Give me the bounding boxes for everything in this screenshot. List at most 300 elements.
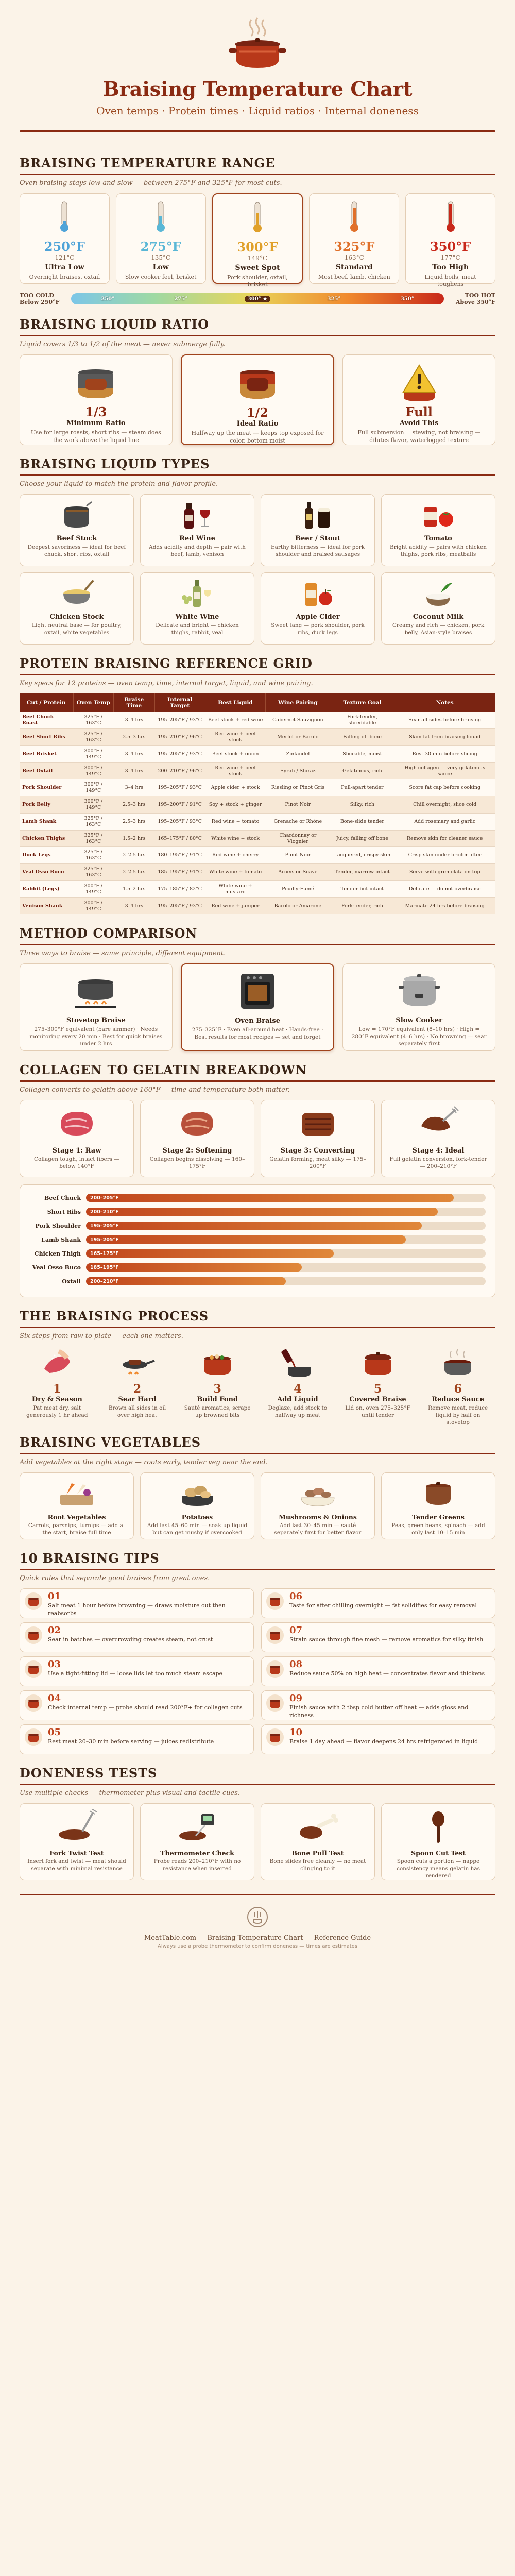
method-name: Stovetop Braise <box>66 1016 126 1025</box>
table-cell: Sear all sides before braising <box>394 712 495 728</box>
table-cell: 325°F / 163°C <box>73 712 113 728</box>
tip-number: 06 <box>289 1591 303 1602</box>
ratio-value: 1/2 <box>246 405 269 420</box>
step-number: 4 <box>294 1382 302 1396</box>
method-cards <box>20 963 495 1051</box>
pot-half-full-icon <box>234 362 281 403</box>
doneness-name: Fork Twist Test <box>49 1849 104 1857</box>
table-cell: Bone-slide tender <box>330 813 394 830</box>
step-name: Reduce Sauce <box>432 1396 485 1404</box>
section-title: 10 BRAISING TIPS <box>20 1551 495 1570</box>
temperature-name: Too High <box>432 263 469 272</box>
bar-row <box>29 1276 486 1287</box>
section-intro: Quick rules that separate good braises from great ones. <box>20 1574 210 1583</box>
bar-value: 185–195°F <box>90 1264 119 1270</box>
tip-number: 09 <box>289 1693 303 1704</box>
table-cell: 300°F / 149°C <box>73 779 113 796</box>
fork-tender-meat-icon <box>415 1106 461 1142</box>
tip-number: 05 <box>48 1727 61 1738</box>
table-row <box>20 897 495 914</box>
bar-track <box>86 1277 486 1285</box>
table-cell: 300°F / 149°C <box>73 762 113 779</box>
table-cell: Red wine + juniper <box>205 897 266 914</box>
liquid-description: Sweet tang — pork shoulder, pork ribs, duck legs <box>271 622 365 636</box>
section-title: METHOD COMPARISON <box>20 926 495 945</box>
table-cell: Barolo or Amarone <box>266 897 330 914</box>
liquid-name: Red Wine <box>179 535 215 543</box>
ratio-name: Avoid This <box>399 419 439 428</box>
liquid-name: White Wine <box>175 613 219 621</box>
column-header: Best Liquid <box>205 693 266 712</box>
table-cell: Red wine + cherry <box>205 847 266 864</box>
section-intro: Three ways to braise — same principle, different equipment. <box>20 950 226 958</box>
stage-description: Full gelatin conversion, fork-tender — 200–210°F <box>389 1156 487 1170</box>
thermometer-icon <box>444 201 457 233</box>
table-row <box>20 762 495 779</box>
tip-card <box>261 1656 495 1686</box>
table-cell: 185–195°F / 91°C <box>154 864 205 881</box>
doneness-name: Thermometer Check <box>160 1849 234 1857</box>
method-card-stovetop <box>20 963 173 1051</box>
tip-card <box>20 1724 254 1754</box>
bar-track <box>86 1235 486 1244</box>
pot-third-full-icon <box>73 361 119 402</box>
temperature-celsius: 121°C <box>55 254 75 261</box>
dutch-oven-icon <box>221 15 294 72</box>
stage-name: Stage 1: Raw <box>52 1147 101 1155</box>
process-step <box>420 1346 495 1426</box>
tip-pot-icon <box>266 1728 284 1747</box>
vegetable-card <box>381 1472 495 1539</box>
aromatics-pot-icon <box>199 1346 235 1380</box>
table-cell: Grenache or Rhône <box>266 813 330 830</box>
tip-body <box>289 1694 491 1719</box>
tip-pot-icon <box>266 1694 284 1713</box>
step-description: Remove meat, reduce liquid by half on stovetop <box>428 1405 488 1426</box>
step-number: 6 <box>454 1382 462 1396</box>
table-cell: Lacquered, crispy skin <box>330 847 394 864</box>
tips-section <box>20 1551 495 1754</box>
collagen-stages <box>20 1100 495 1177</box>
table-cell: Zinfandel <box>266 745 330 762</box>
tip-card <box>20 1622 254 1652</box>
reduce-sauce-icon <box>440 1346 476 1380</box>
temperature-card <box>212 193 303 289</box>
temperature-name: Standard <box>335 263 373 272</box>
column-header: Oven Temp <box>73 693 113 712</box>
bar-value: 195–205°F <box>90 1236 119 1243</box>
table-cell: Pork Shoulder <box>20 779 73 796</box>
table-cell: 195–205°F / 93°C <box>154 897 205 914</box>
table-row <box>20 779 495 796</box>
table-cell: Serve with gremolata on top <box>394 864 495 881</box>
stage-name: Stage 2: Softening <box>162 1147 232 1155</box>
sear-pan-icon <box>119 1346 156 1380</box>
ratio-card-minimum <box>20 354 173 445</box>
temperature-card <box>405 193 495 288</box>
table-cell: 300°F / 149°C <box>73 745 113 762</box>
doneness-description: Probe reads 200–210°F with no resistance when inserted <box>153 1858 241 1872</box>
tip-number: 01 <box>48 1591 61 1602</box>
converting-meat-icon <box>295 1106 341 1142</box>
tip-card <box>261 1588 495 1618</box>
scale-mark: 275° <box>174 296 188 302</box>
table-cell: Tender but intact <box>330 880 394 897</box>
stage-name: Stage 3: Converting <box>280 1147 355 1155</box>
ratio-card-avoid <box>342 354 495 445</box>
vegetable-name: Root Vegetables <box>47 1513 106 1521</box>
step-name: Add Liquid <box>277 1396 318 1404</box>
section-title: BRAISING TEMPERATURE RANGE <box>20 156 495 175</box>
step-name: Build Fond <box>197 1396 238 1404</box>
table-cell: Score fat cap before cooking <box>394 779 495 796</box>
liquid-card <box>261 572 375 645</box>
section-title: DONENESS TESTS <box>20 1766 495 1785</box>
divider <box>20 130 495 132</box>
tip-text: Reduce sauce 50% on high heat — concentrates flavor and thickens <box>289 1670 485 1677</box>
bar-row <box>29 1248 486 1259</box>
temperature-description: Overnight braises, oxtail <box>29 274 100 280</box>
vegetables-section <box>20 1435 495 1539</box>
table-cell: Sliceable, moist <box>330 745 394 762</box>
pour-liquid-icon <box>280 1346 316 1380</box>
table-cell: 3–4 hrs <box>113 745 154 762</box>
table-cell: Pouilly-Fumé <box>266 880 330 897</box>
bar-row <box>29 1192 486 1204</box>
table-cell: Red wine + beef stock <box>205 762 266 779</box>
tip-body <box>48 1592 249 1617</box>
footer-text: MeatTable.com — Braising Temperature Chart — Reference Guide <box>144 1934 371 1942</box>
table-cell: Soy + stock + ginger <box>205 796 266 814</box>
page-subtitle: Oven temps · Protein times · Liquid ratios · Internal doneness <box>96 105 419 117</box>
table-cell: 325°F / 163°C <box>73 847 113 864</box>
vegetable-name: Mushrooms & Onions <box>279 1513 357 1521</box>
table-header-row <box>20 693 495 712</box>
vegetable-description: Add last 30–45 min — sauté separately first for better flavor <box>274 1522 362 1536</box>
stage-description: Collagen tough, intact fibers — below 140°F <box>33 1156 120 1170</box>
section-title: BRAISING LIQUID RATIO <box>20 317 495 336</box>
fork-twist-icon <box>54 1809 100 1845</box>
thermometer-icon <box>348 201 361 233</box>
slow-cooker-icon <box>393 970 445 1011</box>
table-cell: 1.5–2 hrs <box>113 880 154 897</box>
section-title: BRAISING VEGETABLES <box>20 1435 495 1454</box>
table-cell: Gelatinous, rich <box>330 762 394 779</box>
table-cell: 180–195°F / 91°C <box>154 847 205 864</box>
table-cell: 195–205°F / 93°C <box>154 745 205 762</box>
liquid-card <box>381 572 495 645</box>
table-cell: 195–205°F / 93°C <box>154 712 205 728</box>
tip-number: 10 <box>289 1727 303 1738</box>
table-cell: Cabernet Sauvignon <box>266 712 330 728</box>
table-cell: Add rosemary and garlic <box>394 813 495 830</box>
step-description: Lid on, oven 275–325°F until tender <box>345 1405 410 1419</box>
table-cell: Pinot Noir <box>266 847 330 864</box>
step-number: 3 <box>213 1382 221 1396</box>
step-number: 2 <box>133 1382 142 1396</box>
table-cell: White wine + tomato <box>205 864 266 881</box>
table-cell: Red wine + tomato <box>205 813 266 830</box>
page-title: Braising Temperature Chart <box>102 77 413 100</box>
tip-text: Check internal temp — probe should read 200°F+ for collagen cuts <box>48 1704 243 1711</box>
vegetable-name: Tender Greens <box>412 1513 465 1521</box>
liquid-name: Beef Stock <box>56 535 97 543</box>
stage-name: Stage 4: Ideal <box>412 1147 465 1155</box>
table-cell: Falling off bone <box>330 729 394 746</box>
table-cell: Venison Shank <box>20 897 73 914</box>
table-row <box>20 796 495 814</box>
table-cell: Chardonnay or Viognier <box>266 830 330 847</box>
bar-label: Pork Shoulder <box>35 1222 81 1229</box>
table-cell: 2.5–3 hrs <box>113 813 154 830</box>
footer-logo-icon <box>247 1906 268 1928</box>
tip-body <box>48 1728 214 1745</box>
footer <box>20 1894 495 1950</box>
softening-meat-icon <box>174 1106 220 1142</box>
bar-row <box>29 1262 486 1273</box>
liquid-card <box>20 572 134 645</box>
liquid-name: Chicken Stock <box>49 613 104 621</box>
table-cell: 300°F / 149°C <box>73 880 113 897</box>
tip-body <box>48 1660 222 1677</box>
table-cell: Beef Short Ribs <box>20 729 73 746</box>
process-section <box>20 1309 495 1426</box>
table-cell: Rest 30 min before slicing <box>394 745 495 762</box>
temperature-name: Ultra Low <box>45 263 84 272</box>
tip-card <box>20 1690 254 1720</box>
section-intro: Oven braising stays low and slow — between 275°F and 325°F for most cuts. <box>20 179 282 187</box>
liquid-types-section <box>20 456 495 645</box>
table-cell: 3–4 hrs <box>113 779 154 796</box>
tip-number: 08 <box>289 1659 303 1670</box>
method-name: Oven Braise <box>235 1017 280 1025</box>
liquid-card <box>140 572 254 645</box>
bar-row <box>29 1220 486 1231</box>
bar-track <box>86 1263 486 1272</box>
doneness-card <box>261 1803 375 1880</box>
column-header: Internal Target <box>154 693 205 712</box>
collagen-bar-chart <box>20 1184 495 1297</box>
bone-pull-icon <box>295 1809 341 1845</box>
method-name: Slow Cooker <box>396 1016 442 1025</box>
table-cell: Beef stock + red wine <box>205 712 266 728</box>
liquid-card <box>140 494 254 566</box>
bar-label: Short Ribs <box>47 1208 81 1215</box>
table-cell: Silky, rich <box>330 796 394 814</box>
liquid-description: Light neutral base — for poultry, oxtail, white vegetables <box>32 622 122 636</box>
table-cell: Crisp skin under broiler after <box>394 847 495 864</box>
bar-track <box>86 1194 486 1202</box>
table-cell: Remove skin for cleaner sauce <box>394 830 495 847</box>
temperature-fahrenheit: 325°F <box>334 239 375 254</box>
salt-hand-icon <box>39 1346 75 1380</box>
temperature-celsius: 177°C <box>440 254 460 261</box>
step-number: 5 <box>373 1382 382 1396</box>
doneness-description: Bone slides free cleanly — no meat clinging to it <box>269 1858 366 1872</box>
liquid-name: Beer / Stout <box>295 535 340 543</box>
table-cell: Rabbit (Legs) <box>20 880 73 897</box>
tip-body <box>289 1660 485 1677</box>
tip-body <box>289 1592 477 1609</box>
temperature-name: Low <box>152 263 169 272</box>
stage-card <box>20 1100 134 1177</box>
protein-table <box>20 693 495 914</box>
table-cell: 195–205°F / 93°C <box>154 813 205 830</box>
mushrooms-icon <box>297 1477 338 1509</box>
table-cell: Lamb Shank <box>20 813 73 830</box>
section-intro: Key specs for 12 proteins — oven temp, time, internal target, liquid, and wine pairing. <box>20 680 313 688</box>
scale-mark: 325° <box>327 296 341 302</box>
table-cell: Riesling or Pinot Gris <box>266 779 330 796</box>
vegetable-name: Potatoes <box>181 1513 213 1521</box>
table-cell: Chicken Thighs <box>20 830 73 847</box>
table-cell: Fork-tender, shreddable <box>330 712 394 728</box>
table-cell: 2.5–3 hrs <box>113 729 154 746</box>
ratio-cards <box>20 354 495 445</box>
ratio-value: Full <box>405 404 433 420</box>
ratio-name: Ideal Ratio <box>236 420 279 428</box>
table-row <box>20 712 495 728</box>
table-cell: 3–4 hrs <box>113 762 154 779</box>
tips-grid <box>20 1588 495 1754</box>
ratio-name: Minimum Ratio <box>66 419 126 428</box>
section-title: COLLAGEN TO GELATIN BREAKDOWN <box>20 1062 495 1082</box>
tomato-icon <box>420 500 456 531</box>
process-step <box>100 1346 175 1423</box>
coconut-icon <box>420 578 456 609</box>
ratio-description: Halfway up the meat — keeps top exposed for color, bottom moist <box>191 430 324 444</box>
method-card-slow-cooker <box>342 963 495 1051</box>
liquid-name: Coconut Milk <box>413 613 464 621</box>
vegetable-description: Carrots, parsnips, turnips — add at the start, braise full time <box>28 1522 126 1536</box>
root-vegetables-icon <box>56 1477 97 1509</box>
bar-fill <box>86 1194 454 1202</box>
bar-value: 195–205°F <box>90 1223 119 1229</box>
method-description: 275–325°F · Even all-around heat · Hands-free · Best results for most recipes — set and forget <box>192 1027 323 1041</box>
liquid-description: Creamy and rich — chicken, pork belly, Asian-style braises <box>392 622 485 636</box>
table-row <box>20 745 495 762</box>
step-name: Dry & Season <box>31 1396 82 1404</box>
step-description: Pat meat dry, salt generously 1 hr ahead <box>26 1405 88 1419</box>
bar-value: 200–205°F <box>90 1195 119 1201</box>
vegetable-description: Add last 45–60 min — soak up liquid but can get mushy if overcooked <box>147 1522 248 1536</box>
table-cell: 3–4 hrs <box>113 712 154 728</box>
scale-bar <box>71 293 444 304</box>
bar-value: 200–210°F <box>90 1278 119 1284</box>
doneness-cards <box>20 1803 495 1880</box>
table-cell: Juicy, falling off bone <box>330 830 394 847</box>
red-wine-icon <box>179 500 215 531</box>
temperature-cards <box>20 193 495 289</box>
raw-meat-icon <box>54 1106 100 1142</box>
table-cell: 165–175°F / 80°C <box>154 830 205 847</box>
table-cell: Veal Osso Buco <box>20 864 73 881</box>
ratio-description: Full submersion = stewing, not braising — dilutes flavor, waterlogged texture <box>357 429 481 444</box>
footer-note: Always use a probe thermometer to confirm doneness — times are estimates <box>157 1944 357 1950</box>
ratio-card-ideal <box>181 354 335 445</box>
table-cell: Pinot Noir <box>266 796 330 814</box>
stage-card <box>381 1100 495 1177</box>
thermometer-icon <box>154 201 167 233</box>
table-cell: Beef stock + onion <box>205 745 266 762</box>
table-cell: 3–4 hrs <box>113 897 154 914</box>
stock-pot-icon <box>59 500 95 531</box>
doneness-card <box>140 1803 254 1880</box>
bar-fill <box>86 1222 422 1230</box>
table-cell: Merlot or Barolo <box>266 729 330 746</box>
table-cell: Pork Belly <box>20 796 73 814</box>
collagen-section <box>20 1062 495 1297</box>
table-cell: Marinate 24 hrs before braising <box>394 897 495 914</box>
liquid-card <box>381 494 495 566</box>
bar-fill <box>86 1263 302 1272</box>
doneness-name: Bone Pull Test <box>291 1849 344 1857</box>
doneness-section <box>20 1766 495 1880</box>
tip-pot-icon <box>24 1728 43 1747</box>
tip-body <box>289 1626 483 1643</box>
liquid-description: Delicate and bright — chicken thighs, rabbit, veal <box>156 622 239 636</box>
table-cell: Fork-tender, rich <box>330 897 394 914</box>
oven-icon <box>232 971 283 1012</box>
bar-track <box>86 1249 486 1258</box>
process-step <box>180 1346 255 1423</box>
temperature-celsius: 135°C <box>151 254 171 261</box>
bar-fill <box>86 1235 406 1244</box>
column-header: Texture Goal <box>330 693 394 712</box>
tip-card <box>20 1588 254 1618</box>
header <box>20 15 495 144</box>
table-cell: Pull-apart tender <box>330 779 394 796</box>
temperature-name: Sweet Spot <box>235 264 280 272</box>
liquid-description: Bright acidity — pairs with chicken thighs, pork ribs, meatballs <box>389 544 487 558</box>
thermometer-icon <box>58 201 71 233</box>
bar-label: Lamb Shank <box>41 1236 81 1243</box>
scale-mark: 350° <box>400 296 414 302</box>
tip-text: Use a tight-fitting lid — loose lids let too much steam escape <box>48 1670 223 1677</box>
temperature-fahrenheit: 275°F <box>140 239 181 254</box>
covered-pot-icon <box>360 1346 396 1380</box>
liquid-description: Adds acidity and depth — pair with beef, lamb, venison <box>149 544 246 558</box>
bar-label: Veal Osso Buco <box>32 1264 81 1271</box>
tip-pot-icon <box>24 1592 43 1611</box>
scale-right-label: TOO HOT Above 350°F <box>455 292 495 306</box>
temperature-card <box>20 193 110 284</box>
tip-text: Finish sauce with 2 tbsp cold butter off heat — adds gloss and richness <box>289 1704 469 1719</box>
method-card-oven <box>181 963 335 1051</box>
table-cell: Syrah / Shiraz <box>266 762 330 779</box>
vegetable-card <box>261 1472 375 1539</box>
bar-fill <box>86 1208 438 1216</box>
table-cell: 325°F / 163°C <box>73 864 113 881</box>
table-cell: 175–185°F / 82°C <box>154 880 205 897</box>
table-cell: 200–210°F / 96°C <box>154 762 205 779</box>
liquid-description: Deepest savoriness — ideal for beef chuck, short ribs, oxtail <box>27 544 126 558</box>
tip-pot-icon <box>24 1626 43 1645</box>
table-cell: Red wine + beef stock <box>205 729 266 746</box>
table-cell: Beef Oxtail <box>20 762 73 779</box>
table-row <box>20 830 495 847</box>
step-number: 1 <box>53 1382 61 1396</box>
table-cell: Duck Legs <box>20 847 73 864</box>
stage-card <box>140 1100 254 1177</box>
protein-grid-section <box>20 656 495 914</box>
section-intro: Use multiple checks — thermometer plus visual and tactile cues. <box>20 1789 240 1798</box>
tip-card <box>20 1656 254 1686</box>
temperature-fahrenheit: 250°F <box>44 239 85 254</box>
table-cell: Apple cider + stock <box>205 779 266 796</box>
bar-value: 200–210°F <box>90 1209 119 1215</box>
liquid-name: Tomato <box>424 535 452 543</box>
